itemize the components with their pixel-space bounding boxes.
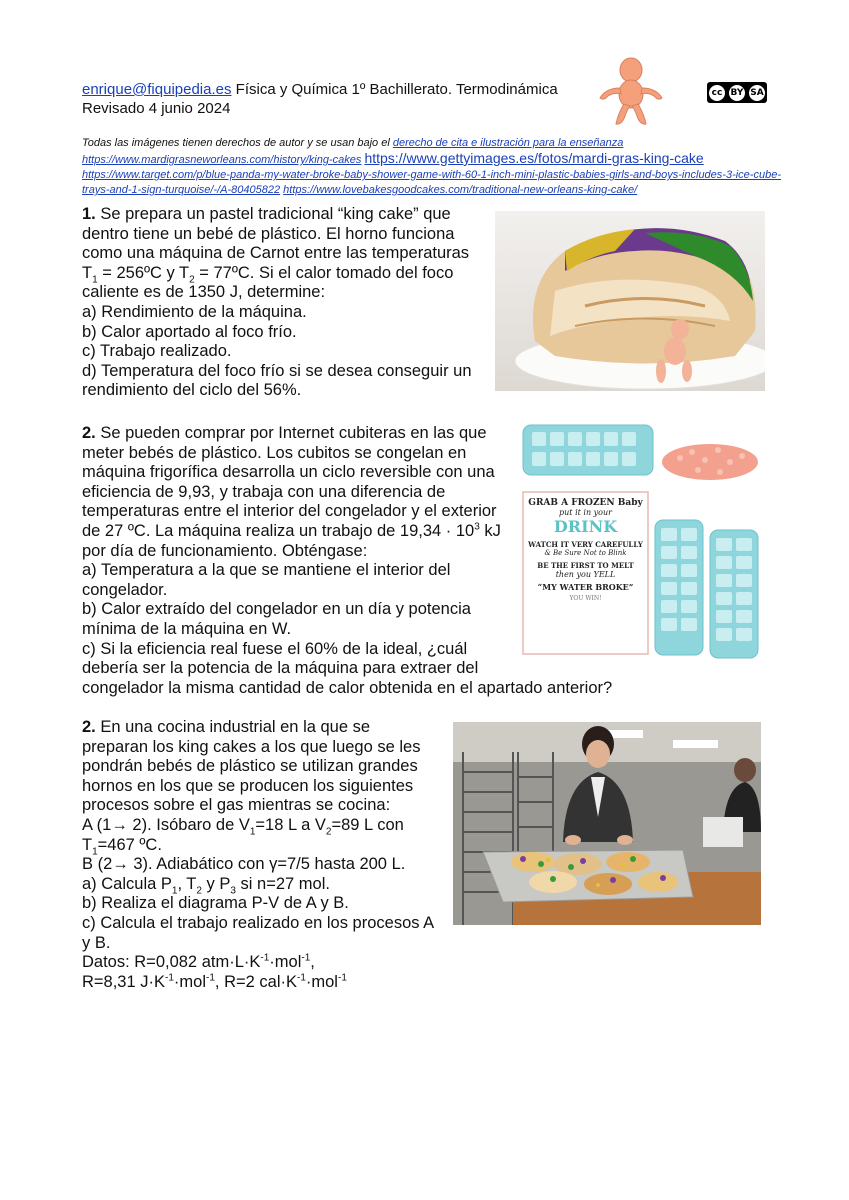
document-header — [82, 80, 558, 118]
question-c: c) Trabajo realizado. — [82, 342, 232, 361]
question-b: b) Calor aportado al foco frío. — [82, 322, 297, 341]
problem-text: por día de funcionamiento. Obténgase: — [82, 541, 368, 560]
ice-tray-product-photo — [520, 420, 765, 660]
sign-text: GRAB A FROZEN Baby — [528, 498, 643, 508]
question-b: b) Realiza el diagrama P-V de A y B. — [82, 894, 349, 913]
sign-text: put it in your — [559, 508, 612, 517]
problem-text: Se pueden comprar por Internet cubiteras en las que — [95, 424, 487, 442]
cc-icon: cc — [709, 85, 725, 101]
question-a: congelador. — [82, 580, 168, 599]
problem-3 — [82, 718, 462, 992]
question-b: b) Calor extraído del congelador en un día y potencia — [82, 600, 471, 619]
problem-number: 2. — [82, 718, 96, 736]
credits-intro: Todas las imágenes tienen derechos de autor y se usan bajo el — [82, 137, 393, 149]
plastic-baby-image — [596, 54, 666, 126]
sign-text: YOU WIN! — [569, 595, 602, 602]
sign-text: DRINK — [553, 517, 618, 536]
problem-text: hornos en los que se producen los siguientes — [82, 776, 414, 795]
credit-link-1[interactable]: https://www.mardigrasneworleans.com/history/king-cakes — [82, 154, 362, 166]
process-a: A (1→ 2). Isóbaro de $V_1=18$ L a $V_2=89$ L con — [82, 815, 404, 838]
credit-link-2[interactable]: https://www.gettyimages.es/fotos/mardi-gras-king-cake — [364, 150, 704, 166]
credit-link-4[interactable]: https://www.lovebakesgoodcakes.com/traditional-new-orleans-king-cake/ — [283, 184, 638, 196]
question-a: a) Temperatura a la que se mantiene el interior del — [82, 561, 451, 580]
problem-text: máquina frigorífica desarrolla un ciclo reversible con una — [82, 463, 495, 482]
email-link[interactable]: enrique@fiquipedia.es — [82, 81, 232, 98]
course-title: Física y Química 1º Bachillerato. Termodinámica — [231, 81, 558, 98]
sa-icon: SA — [749, 85, 765, 101]
question-d: rendimiento del ciclo del 56%. — [82, 381, 302, 400]
problem-text: pondrán bebés de plástico se utilizan grandes — [82, 757, 418, 776]
process-b: B (2→ 3). Adiabático con γ=7/5 hasta 200 L. — [82, 855, 406, 874]
process-a: $T_1=467$ ºC. — [82, 835, 162, 857]
question-c: congelador la misma cantidad de calor obtenida en el apartado anterior? — [82, 678, 613, 697]
sign-text: “MY WATER BROKE” — [537, 582, 634, 592]
problem-text: temperaturas entre el interior del congelador y el exterior — [82, 502, 497, 521]
revision-date: Revisado 4 junio 2024 — [82, 100, 231, 117]
by-icon: BY — [729, 85, 745, 101]
problem-text: preparan los king cakes a los que luego se les — [82, 737, 421, 756]
sign-text: WATCH IT VERY CAREFULLY — [528, 540, 643, 549]
problem-text: dentro tiene un bebé de plástico. El horno funciona — [82, 224, 455, 243]
bakery-kitchen-photo — [453, 722, 761, 925]
king-cake-photo — [495, 211, 765, 391]
sign-text: then you YELL — [555, 570, 616, 579]
cc-license-badge[interactable] — [707, 82, 767, 103]
question-c: c) Si la eficiencia real fuese el 60% de la ideal, ¿cuál — [82, 639, 468, 658]
problem-text: meter bebés de plástico. Los cubitos se congelan en — [82, 443, 467, 462]
data-constants: R=8,31 $J\cdot K^{-1}\cdot mol^{-1}$, R=2 $cal\cdot K^{-1}\cdot mol^{-1}$ — [82, 972, 347, 991]
question-d: d) Temperatura del foco frío si se desea conseguir un — [82, 361, 472, 380]
problem-number: 1. — [82, 205, 96, 223]
problem-text: procesos sobre el gas mientras se cocina: — [82, 796, 391, 815]
question-b: mínima de la máquina en W. — [82, 619, 292, 638]
baby-game-sign — [528, 498, 643, 602]
data-constants: Datos: R=0,082 $atm\cdot L\cdot K^{-1}\cdot mol^{-1}$, — [82, 952, 315, 972]
problem-text: eficiencia de 9,93, y trabaja con una diferencia de — [82, 482, 446, 501]
question-c: debería ser la potencia de la máquina para extraer del — [82, 659, 479, 678]
problem-text: de 27 ºC. La máquina realiza un trabajo de $19,34 \cdot 10^3$ kJ — [82, 521, 501, 540]
sign-text: BE THE FIRST TO MELT — [537, 561, 634, 570]
problem-text: $T_1$ = 256ºC y $T_2$ = 77ºC. Si el calor tomado del foco — [82, 263, 454, 286]
question-c: c) Calcula el trabajo realizado en los procesos A — [82, 913, 435, 932]
question-a: a) Rendimiento de la máquina. — [82, 302, 307, 321]
sign-text: & Be Sure Not to Blink — [544, 549, 627, 557]
problem-text: caliente es de 1350 J, determine: — [82, 283, 326, 302]
problem-number: 2. — [82, 424, 96, 442]
problem-1 — [82, 205, 502, 401]
credits-intro-link[interactable]: derecho de cita e ilustración para la enseñanza — [392, 137, 624, 149]
question-c: y B. — [82, 933, 111, 952]
problem-text: En una cocina industrial en la que se — [95, 718, 371, 736]
question-a: a) Calcula $P_1$, $T_2$ y $P_3$ si n=27 mol. — [82, 874, 330, 897]
image-credits — [82, 136, 782, 198]
problem-text: Se prepara un pastel tradicional “king cake” que — [95, 205, 451, 223]
problem-text: como una máquina de Carnot entre las temperaturas — [82, 244, 470, 263]
credit-link-3[interactable]: https://www.target.com/p/blue-panda-my-water-broke-baby-shower-game-with-60-1-inch-mini-plastic-babies-girls-and-boys-includes-3-ice-cube-trays-and-1-sign-turquoise/-/A-80405822 — [82, 169, 781, 196]
